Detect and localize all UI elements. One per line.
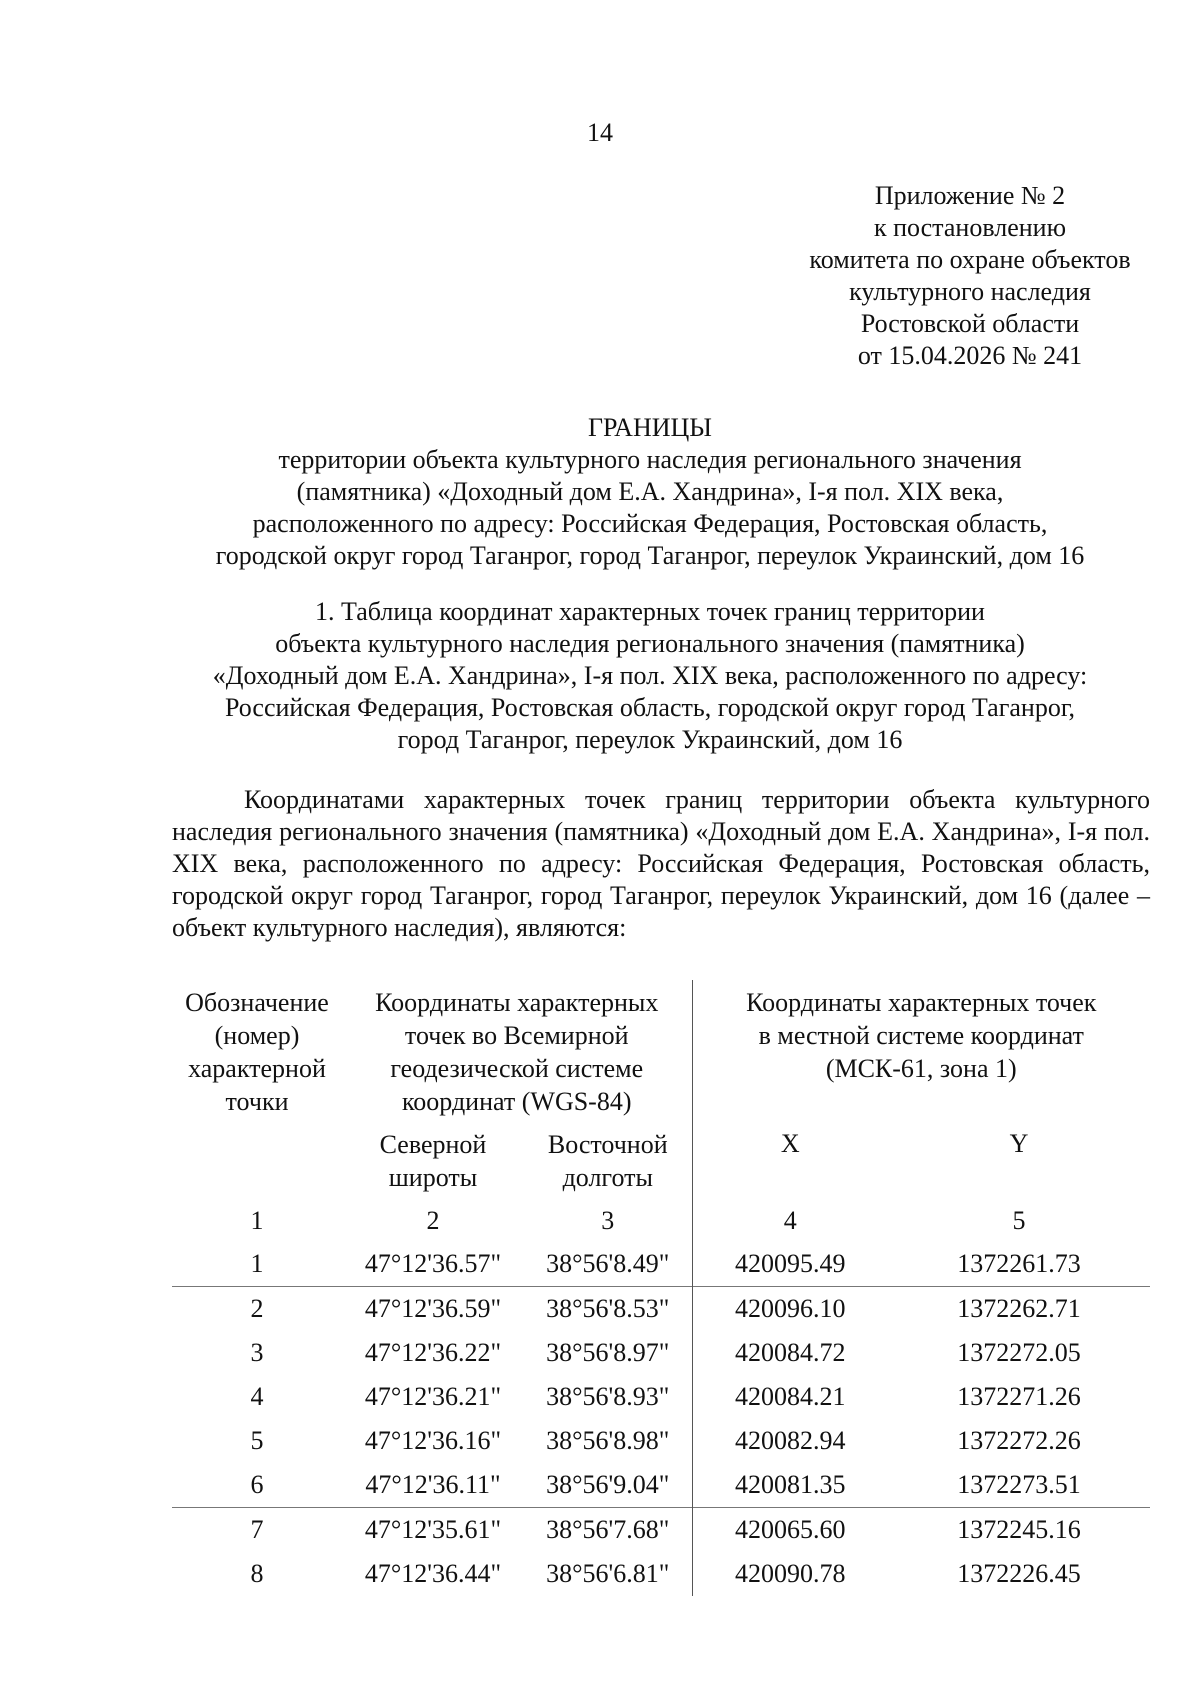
- cell-point: 2: [172, 1287, 342, 1332]
- column-number-row: [172, 1200, 1150, 1242]
- header-local-line: (МСК-61, зона 1): [825, 1054, 1017, 1083]
- cell-lat: 47°12'36.57": [364, 1249, 502, 1278]
- subheader-y: Y: [1009, 1129, 1029, 1158]
- header-point: [172, 980, 342, 1128]
- cell-lon: 38°56'8.49": [546, 1249, 670, 1278]
- cell-point: 8: [250, 1559, 264, 1588]
- header-point-line: (номер): [214, 1021, 300, 1050]
- cell-lon: 38°56'8.53": [524, 1287, 692, 1332]
- table-row: [172, 1242, 1150, 1287]
- cell-lon: 38°56'7.68": [524, 1508, 692, 1553]
- cell-x: 420084.21: [692, 1375, 888, 1419]
- appendix-line: культурного наследия: [849, 277, 1091, 306]
- section-line: 1. Таблица координат характерных точек границ территории: [315, 597, 985, 626]
- table-row: [172, 1463, 1150, 1508]
- header-point-line: характерной: [188, 1054, 326, 1083]
- cell-point: 4: [250, 1382, 264, 1411]
- cell-lat: 47°12'36.16": [364, 1426, 502, 1455]
- column-number: 2: [426, 1206, 440, 1235]
- intro-text: Координатами характерных точек границ территории объекта культурного наследия регионального значения (памятника) «Доходный дом Е.А. Хандрина», I-я пол. XIX века, расположенного по адресу: Российская Федерация, Ростовская область, городской округ город Таганрог, город Таганрог, переулок Украинский, дом 16 (далее – объект культурного наследия), являются:: [172, 785, 1150, 942]
- header-local-line: в местной системе координат: [758, 1021, 1084, 1050]
- subheader-lon: [524, 1128, 692, 1200]
- header-wgs-line: точек во Всемирной: [404, 1021, 629, 1050]
- cell-lat: 47°12'36.21": [364, 1382, 502, 1411]
- cell-lat: 47°12'36.44": [364, 1559, 502, 1588]
- header-point-line: Обозначение: [185, 988, 329, 1017]
- cell-x: 420065.60: [692, 1508, 888, 1553]
- cell-y: 1372272.26: [957, 1426, 1081, 1455]
- title-line: расположенного по адресу: Российская Федерация, Ростовская область,: [252, 509, 1048, 538]
- title-line: городской округ город Таганрог, город Таганрог, переулок Украинский, дом 16: [215, 541, 1085, 570]
- table-row: [172, 1508, 1150, 1553]
- subheader-lat: [342, 1128, 524, 1200]
- document-title: [150, 412, 1150, 572]
- cell-point: 1: [250, 1249, 264, 1278]
- subheader-lat-line: широты: [388, 1163, 478, 1192]
- title-line: территории объекта культурного наследия регионального значения: [278, 445, 1022, 474]
- appendix-header: [750, 180, 1190, 372]
- subheader-lon-line: Восточной: [547, 1130, 668, 1159]
- cell-y: 1372245.16: [888, 1508, 1150, 1553]
- cell-lon: 38°56'8.93": [546, 1382, 670, 1411]
- section-line: Российская Федерация, Ростовская область, городской округ город Таганрог,: [224, 693, 1076, 722]
- cell-x: 420081.35: [692, 1463, 888, 1508]
- cell-lon: 38°56'9.04": [546, 1470, 670, 1499]
- appendix-line: Приложение № 2: [874, 181, 1066, 210]
- cell-y: 1372273.51: [957, 1470, 1081, 1499]
- cell-x: 420096.10: [692, 1287, 888, 1332]
- cell-lat: 47°12'36.11": [365, 1470, 501, 1499]
- section-title: [150, 596, 1150, 756]
- subheader-lat-line: Северной: [379, 1130, 487, 1159]
- cell-y: 1372262.71: [888, 1287, 1150, 1332]
- cell-y: 1372226.45: [957, 1559, 1081, 1588]
- header-wgs-line: геодезической системе: [390, 1054, 644, 1083]
- cell-y: 1372271.26: [957, 1382, 1081, 1411]
- header-wgs: [342, 980, 692, 1128]
- header-wgs-line: координат (WGS-84): [401, 1087, 632, 1116]
- cell-point: 5: [250, 1426, 264, 1455]
- table-row: [172, 1287, 1150, 1332]
- cell-x: 420095.49: [692, 1242, 888, 1287]
- cell-x: 420090.78: [692, 1552, 888, 1596]
- appendix-line: от 15.04.2026 № 241: [857, 341, 1083, 370]
- cell-x: 420082.94: [692, 1419, 888, 1463]
- subheader-x: X: [692, 1128, 888, 1200]
- header-local: [692, 980, 1150, 1128]
- cell-x: 420084.72: [692, 1331, 888, 1375]
- cell-lat: 47°12'36.59": [342, 1287, 524, 1332]
- table-row: [172, 1419, 1150, 1463]
- section-line: город Таганрог, переулок Украинский, дом 16: [397, 725, 903, 754]
- cell-lat: 47°12'35.61": [342, 1508, 524, 1553]
- page-number: 14: [587, 118, 613, 147]
- intro-paragraph: [172, 784, 1150, 944]
- column-number: 1: [250, 1206, 264, 1235]
- table-row: [172, 1331, 1150, 1375]
- column-number: 5: [1012, 1206, 1026, 1235]
- subheader-lon-line: долготы: [562, 1163, 653, 1192]
- column-number: 3: [601, 1206, 615, 1235]
- appendix-line: к постановлению: [873, 213, 1067, 242]
- cell-y: 1372272.05: [957, 1338, 1081, 1367]
- cell-lon: 38°56'8.97": [546, 1338, 670, 1367]
- cell-lat: 47°12'36.22": [364, 1338, 502, 1367]
- cell-point: 6: [250, 1470, 264, 1499]
- appendix-line: Ростовской области: [860, 309, 1080, 338]
- appendix-line: комитета по охране объектов: [809, 245, 1131, 274]
- cell-point: 7: [172, 1508, 342, 1553]
- header-local-line: Координаты характерных точек: [746, 988, 1097, 1017]
- table-subheader-row: [172, 1128, 1150, 1200]
- cell-point: 3: [250, 1338, 264, 1367]
- title-line: (памятника) «Доходный дом Е.А. Хандрина», I-я пол. XIX века,: [296, 477, 1004, 506]
- header-point-line: точки: [225, 1087, 289, 1116]
- table-header-row: [172, 980, 1150, 1128]
- title-heading: ГРАНИЦЫ: [588, 413, 712, 442]
- cell-y: 1372261.73: [957, 1249, 1081, 1278]
- table-row: [172, 1552, 1150, 1596]
- cell-lon: 38°56'6.81": [546, 1559, 670, 1588]
- cell-lon: 38°56'8.98": [546, 1426, 670, 1455]
- subheader-empty: [172, 1128, 342, 1200]
- section-line: «Доходный дом Е.А. Хандрина», I-я пол. XIX века, расположенного по адресу:: [212, 661, 1088, 690]
- header-wgs-line: Координаты характерных: [375, 988, 659, 1017]
- table-row: [172, 1375, 1150, 1419]
- coordinates-table: [172, 980, 1150, 1596]
- section-line: объекта культурного наследия регионального значения (памятника): [275, 629, 1025, 658]
- column-number: 4: [692, 1200, 888, 1242]
